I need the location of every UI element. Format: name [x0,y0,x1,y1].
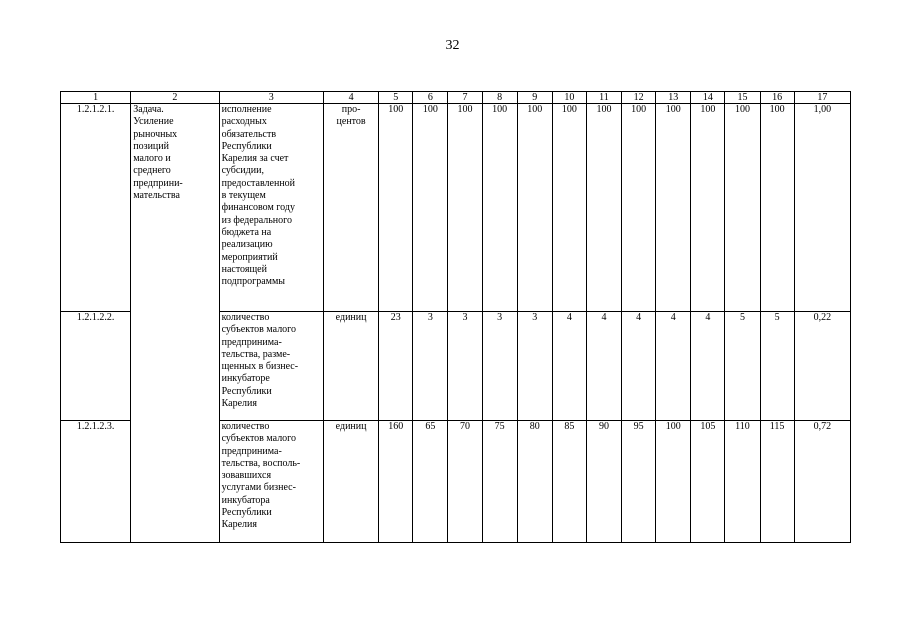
value-cell: 70 [448,421,482,543]
row-code: 1.2.1.2.2. [61,312,131,421]
value-cell: 23 [379,312,413,421]
header-row [61,92,851,104]
value-cell: 85 [552,421,586,543]
column-header: 3 [219,92,323,104]
column-header: 11 [586,92,621,104]
column-header: 15 [725,92,760,104]
column-header: 4 [323,92,378,104]
value-cell: 100 [586,104,621,312]
value-cell: 100 [552,104,586,312]
weight-cell: 0,22 [794,312,850,421]
column-header: 13 [656,92,691,104]
unit-cell: единиц [323,312,378,421]
value-cell: 4 [622,312,656,421]
table-row [61,104,851,312]
value-cell: 100 [656,104,691,312]
value-cell: 100 [517,104,552,312]
row-code: 1.2.1.2.3. [61,421,131,543]
value-cell: 160 [379,421,413,543]
column-header: 17 [794,92,850,104]
column-header: 7 [448,92,482,104]
value-cell: 65 [413,421,448,543]
value-cell: 115 [760,421,794,543]
unit-cell: единиц [323,421,378,543]
value-cell: 90 [586,421,621,543]
indicator-cell: исполнение расходных обязательств Республики Карелия за счет субсидии, предоставленной в текущем финансовом году из федерального бюджета на реализацию мероприятий настоящей подпрограммы [219,104,323,312]
value-cell: 105 [691,421,725,543]
column-header: 8 [482,92,517,104]
column-header: 1 [61,92,131,104]
column-header: 16 [760,92,794,104]
column-header: 6 [413,92,448,104]
value-cell: 100 [691,104,725,312]
value-cell: 110 [725,421,760,543]
column-header: 12 [622,92,656,104]
value-cell: 4 [586,312,621,421]
page-number: 32 [445,38,460,53]
weight-cell: 0,72 [794,421,850,543]
value-cell: 3 [482,312,517,421]
value-cell: 100 [725,104,760,312]
indicators-table [60,91,851,543]
value-cell: 3 [413,312,448,421]
task-cell: Задача. Усиление рыночных позиций малого и среднего предприни- мательства [131,104,219,543]
value-cell: 3 [517,312,552,421]
indicator-cell: количество субъектов малого предпринима- тельства, разме- щенных в бизнес- инкубаторе Республики Карелия [219,312,323,421]
value-cell: 4 [656,312,691,421]
column-header: 10 [552,92,586,104]
value-cell: 100 [379,104,413,312]
value-cell: 100 [413,104,448,312]
value-cell: 80 [517,421,552,543]
value-cell: 100 [656,421,691,543]
unit-cell: про- центов [323,104,378,312]
value-cell: 100 [760,104,794,312]
indicator-cell: количество субъектов малого предпринима- тельства, восполь- зовавшихся услугами бизнес- инкубатора Республики Карелия [219,421,323,543]
weight-cell: 1,00 [794,104,850,312]
value-cell: 3 [448,312,482,421]
value-cell: 95 [622,421,656,543]
column-header: 2 [131,92,219,104]
column-header: 14 [691,92,725,104]
value-cell: 4 [691,312,725,421]
value-cell: 75 [482,421,517,543]
value-cell: 5 [725,312,760,421]
row-code: 1.2.1.2.1. [61,104,131,312]
value-cell: 100 [448,104,482,312]
value-cell: 5 [760,312,794,421]
value-cell: 4 [552,312,586,421]
value-cell: 100 [482,104,517,312]
column-header: 5 [379,92,413,104]
column-header: 9 [517,92,552,104]
value-cell: 100 [622,104,656,312]
